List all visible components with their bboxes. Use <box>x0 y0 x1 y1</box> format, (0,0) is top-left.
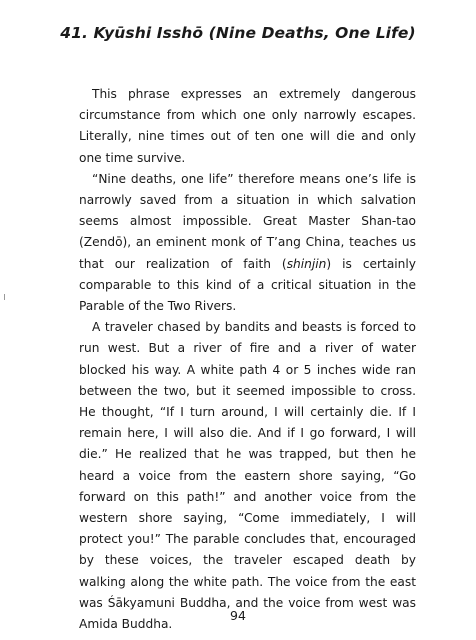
paragraph-nine-deaths-text-b: ) is certainly comparable to this kind of a critical situation in the Parable of the Two Rivers. <box>79 256 417 314</box>
paragraph-intro-text: This phrase expresses an extremely dangerous circumstance from which one only narrowly escapes. Literally, nine times out of ten one will die and only one time survive. <box>79 87 416 165</box>
margin-mark <box>4 294 5 300</box>
paragraph-parable <box>79 317 416 635</box>
shinjin-term: shinjin <box>286 256 327 271</box>
chapter-body <box>79 84 416 635</box>
paragraph-intro <box>79 84 416 169</box>
paragraph-parable-text: A traveler chased by bandits and beasts is forced to run west. But a river of fire and a river of water blocked his way. A white path 4 or 5 inches wide ran between the two, but it seemed impossible to cross. He thought, “If I turn around, I will certainly die. If I remain here, I will also die. And if I go forward, I will die.” He realized that he was trapped, but then he heard a voice from the eastern shore saying, “Go forward on this path!” and another voice from the western shore saying, “Come immediately, I will protect you!” The parable concludes that, encouraged by these voices, the traveler escaped death by walking along the white path. The voice from the east was Śākyamuni Buddha, and the voice from west was Amida Buddha. <box>79 320 416 632</box>
page-number: 94 <box>230 608 246 623</box>
paragraph-nine-deaths <box>79 169 416 317</box>
chapter-title: 41. Kyūshi Isshō (Nine Deaths, One Life) <box>60 24 416 42</box>
paragraph-nine-deaths-text-a: “Nine deaths, one life” therefore means one’s life is narrowly saved from a situation in which salvation seems almost impossible. Great Master Shan-tao (Zendō), an eminent monk of T’ang China, teaches us that our realization of faith ( <box>79 171 416 271</box>
